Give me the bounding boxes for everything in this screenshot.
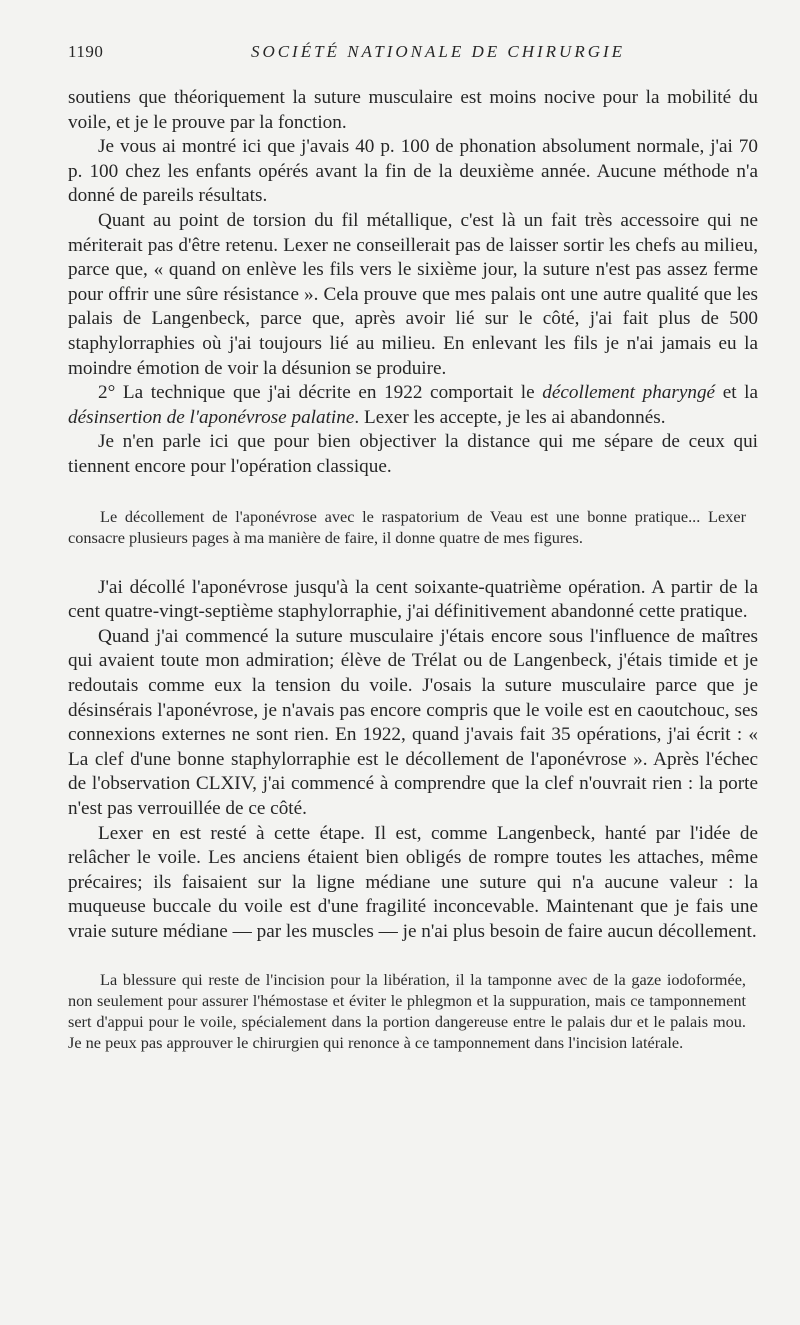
- paragraph-technique-1922: [68, 381, 758, 430]
- paragraph-continuation: soutiens que théoriquement la suture musculaire est moins nocive pour la mobilité du voile, et je le prouve par la fonction.: [68, 87, 758, 133]
- technique-term-desinsertion: désinsertion de l'aponévrose palatine: [68, 406, 355, 428]
- journal-title: SOCIÉTÉ NATIONALE DE CHIRURGIE: [250, 42, 626, 61]
- running-header: [68, 42, 768, 66]
- quotation-lexer-decollement: Le décollement de l'aponévrose avec le raspatorium de Veau est une bonne pratique... Lexer consacre plusieurs pages à ma manière de faire, il donne quatre de mes figures.: [68, 506, 746, 547]
- paragraph-abandoned-practice: J'ai décollé l'aponévrose jusqu'à la cent soixante-quatrième opération. A partir de la cent quatre-vingt-septième staphylorraphie, j'ai définitivement abandonné cette pratique.: [68, 576, 758, 623]
- paragraph-wire-torsion: Quant au point de torsion du fil métallique, c'est là un fait très accessoire qui ne mériterait pas d'être retenu. Lexer ne conseillerait pas de laisser sortir les chefs au milieu, parce que, « quand on enlève les fils vers le sixième jour, la suture n'est pas assez ferme pour offrir une sûre résistance ». Cela prouve que mes palais ont une autre qualité que les palais de Langenbeck, parce que, après avoir lié sur le côté, j'ai fait plus de 500 staphylorraphies où j'ai toujours lié au milieu. En enlevant les fils je n'ai jamais eu la moindre émotion de voir la désunion se produire.: [68, 209, 758, 379]
- technique-text-a: 2° La technique que j'ai décrite en 1922 comportait le: [98, 382, 543, 404]
- technique-text-e: . Lexer les accepte, je les ai abandonnés.: [354, 406, 666, 428]
- paragraph-distance: Je n'en parle ici que pour bien objectiver la distance qui me sépare de ceux qui tiennent encore pour l'opération classique.: [68, 431, 758, 477]
- technique-text-c: et la: [715, 382, 759, 404]
- page-number: 1190: [68, 42, 104, 61]
- technique-term-decollement: décollement pharyngé: [542, 382, 716, 404]
- paragraph-muscular-suture: Quand j'ai commencé la suture musculaire j'étais encore sous l'influence de maîtres qui avaient toute mon admiration; élève de Trélat ou de Langenbeck, j'étais timide et je redoutais comme eux la tension du voile. J'osais la suture musculaire parce que je désinsérais l'aponévrose, je n'avais pas encore compris que le voile est en caoutchouc, ses connexions externes ne sont rien. En 1922, quand j'avais fait 35 opérations, j'ai écrit : « La clef d'une bonne staphylorraphie est le décollement de l'aponévrose ». Après l'échec de l'observation CLXIV, j'ai commencé à comprendre que la clef n'ouvrait rien : la porte n'est pas verrouillée de ce côté.: [68, 625, 758, 820]
- paragraph-phonation-results: Je vous ai montré ici que j'avais 40 p. 100 de phonation absolument normale, j'ai 70 p. 100 chez les enfants opérés avant la fin de la deuxième année. Aucune méthode n'a donné de pareils résultats.: [68, 136, 758, 207]
- body-text: [68, 86, 758, 1053]
- paragraph-lexer-stage: Lexer en est resté à cette étape. Il est, comme Langenbeck, hanté par l'idée de relâcher le voile. Les anciens étaient bien obligés de rompre toutes les attaches, même précaires; ils faisaient sur la ligne médiane une suture qui n'a aucune valeur : la muqueuse buccale du voile est d'une fragilité inconcevable. Maintenant que je fais une vraie suture médiane — par les muscles — je n'ai plus besoin de faire aucun décollement.: [68, 822, 758, 942]
- quotation-lexer-tamponnement: La blessure qui reste de l'incision pour la libération, il la tamponne avec de la gaze iodoformée, non seulement pour assurer l'hémostase et éviter le phlegmon et la suppuration, mais ce tamponnement sert d'appui pour le voile, spécialement dans la portion dangereuse entre le palais dur et le palais mou. Je ne peux pas approuver le chirurgien qui renonce à ce tamponnement dans l'incision latérale.: [68, 969, 746, 1052]
